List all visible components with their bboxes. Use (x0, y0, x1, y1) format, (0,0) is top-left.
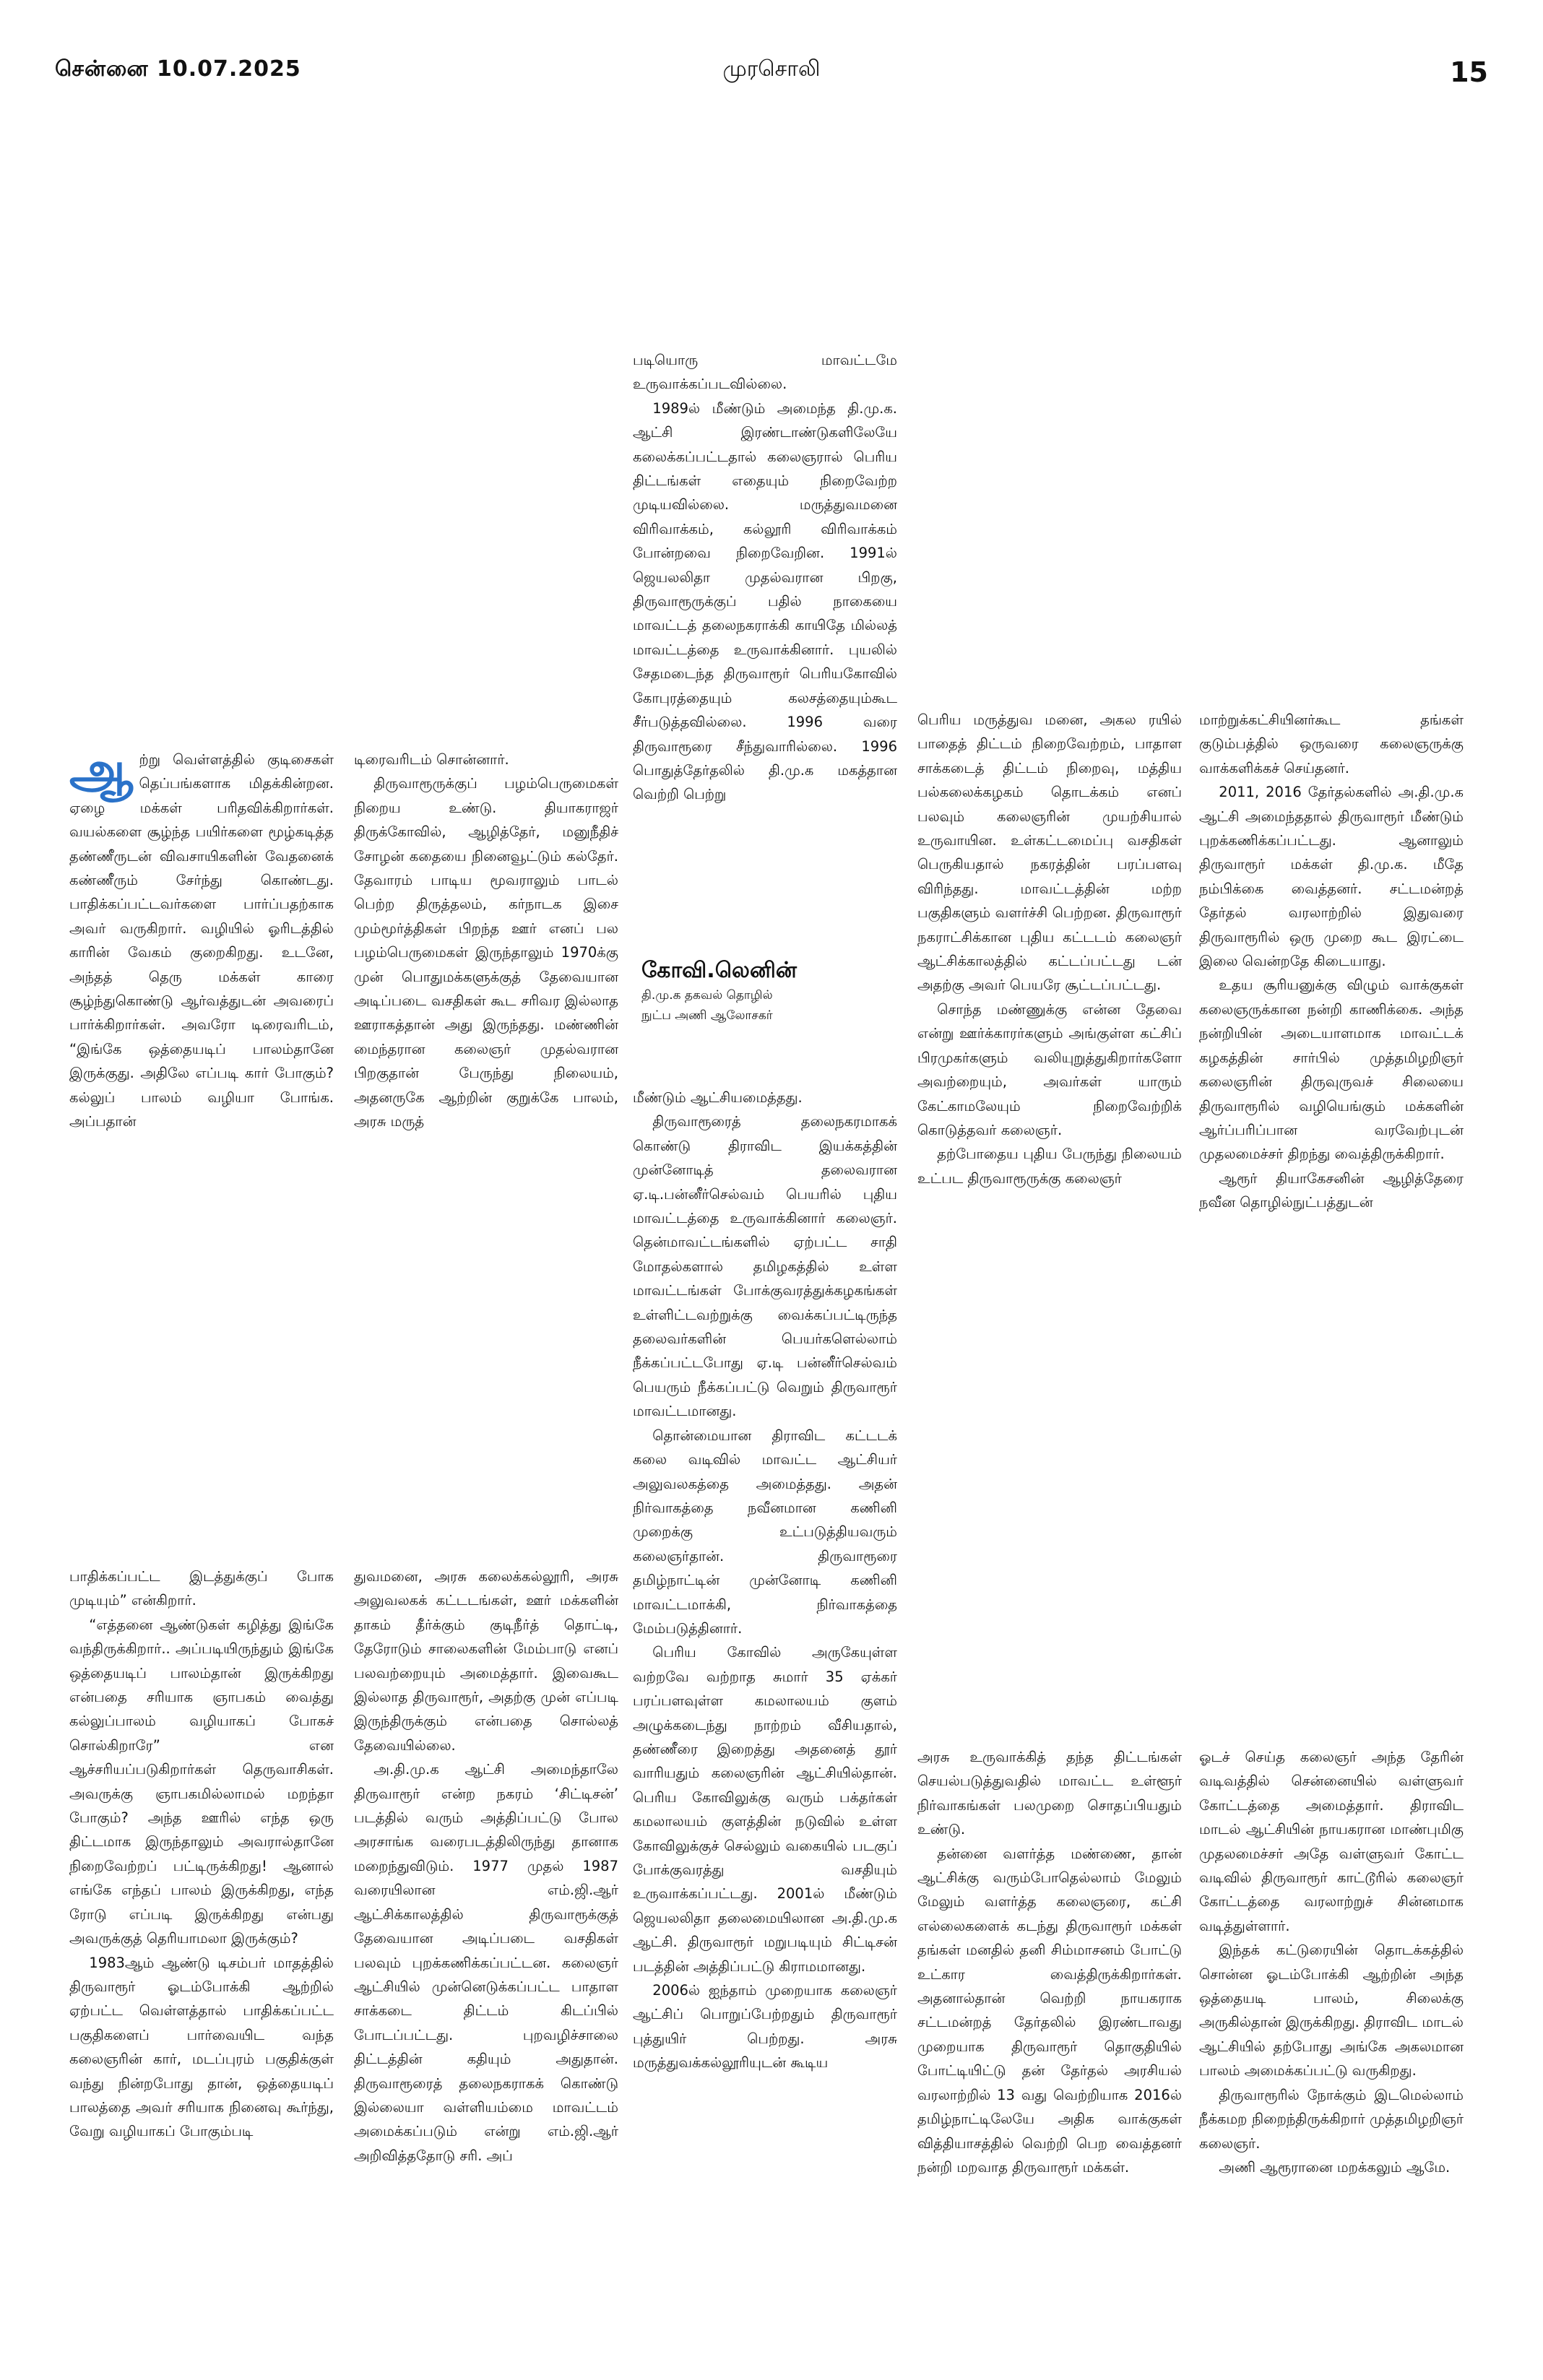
paragraph: தன்னை வளர்த்த மண்ணை, தான் ஆட்சிக்கு வரும்போதெல்லாம் மேலும் மேலும் வளர்த்த கலைஞரை, கட்சி எல்லைகளைக் கடந்து திருவாரூர் மக்கள் தங்கள் மனதில் தனி சிம்மாசனம் போட்டு உட்கார வைத்திருக்கிறார்கள். அதனால்தான் வெற்றி நாயகராக சட்டமன்றத் தேர்தலில் இரண்டாவது முறையாக திருவாரூர் தொகுதியில் போட்டியிட்டு தன் தேர்தல் அரசியல் வரலாற்றில் 13 வது வெற்றியாக 2016ல் தமிழ்நாட்டிலேயே அதிக வாக்குகள் வித்தியாசத்தில் வெற்றி பெற வைத்தனர் நன்றி மறவாத திருவாரூர் மக்கள். (917, 1845, 1182, 2176)
paragraph: இந்தக் கட்டுரையின் தொடக்கத்தில் சொன்ன ஓடம்போக்கி ஆற்றின் அந்த ஒத்தையடி பாலம், சிலைக்கு அருகில்தான் இருக்கிறது. திராவிட மாடல் ஆட்சியில் தற்போது அங்கே அகலமான பாலம் அமைக்கப்பட்டு வருகிறது. (1199, 1942, 1464, 2080)
place-date: சென்னை 10.07.2025 (55, 56, 301, 82)
paragraph: பெரிய கோவில் அருகேயுள்ள வற்றவே வற்றாத சுமார் 35 ஏக்கர் பரப்பளவுள்ள கமலாலயம் குளம் அழுக்கடைந்து நாற்றம் வீசியதால், தண்ணீரை இறைத்து அதனைத் தூர் வாரியதும் கலைஞரின் ஆட்சியில்தான். பெரிய கோவிலுக்கு வரும் பக்தர்கள் கமலாலயம் குளத்தின் நடுவில் உள்ள கோவிலுக்குச் செல்லும் வகையில் படகுப் போக்குவரத்து வசதியும் உருவாக்கப்பட்டது. 2001ல் மீண்டும் ஜெயலலிதா தலைமையிலான அ.தி.மு.க ஆட்சி. திருவாரூர் மறுபடியும் சிட்டிசன் படத்தின் அத்திப்பட்டு கிராமமானது. (633, 1644, 897, 1975)
paragraph: மாற்றுக்கட்சியினர்கூட தங்கள் குடும்பத்தில் ஒருவரை கலைஞருக்கு வாக்களிக்கச் செய்தனர். (1199, 711, 1464, 776)
paragraph: அரசு உருவாக்கித் தந்த திட்டங்கள் செயல்படுத்துவதில் மாவட்ட உள்ளூர் நிர்வாகங்கள் பலமுறை சொதப்பியதும் உண்டு. (917, 1749, 1182, 1838)
drop-cap: ஆ (69, 740, 134, 800)
page-number: 15 (1450, 56, 1488, 88)
paragraph: திருவாரூரில் நோக்கும் இடமெல்லாம் நீக்கமற நிறைந்திருக்கிறார் முத்தமிழறிஞர் கலைஞர். (1199, 2086, 1464, 2152)
paragraph: தற்போதைய புதிய பேருந்து நிலையம் உட்பட திருவாரூருக்கு கலைஞர் (917, 1146, 1182, 1187)
paragraph: 2006ல் ஐந்தாம் முறையாக கலைஞர் ஆட்சிப் பொறுப்பேற்றதும் திருவாரூர் புத்துயிர் பெற்றது. அரசு மருத்துவக்கல்லூரியுடன் கூடிய (633, 1982, 897, 2072)
paragraph: ற்று வெள்ளத்தில் குடிசைகள் தெப்பங்களாக மிதக்கின்றன. ஏழை மக்கள் பரிதவிக்கிறார்கள். வயல்களை சூழ்ந்த பயிர்களை மூழ்கடித்த தண்ணீருடன் விவசாயிகளின் வேதனைக் கண்ணீரும் சேர்ந்து கொண்டது. பாதிக்கப்பட்டவர்களை பார்ப்பதற்காக அவர் வருகிறார். வழியில் ஓரிடத்தில் காரின் வேகம் குறைகிறது. உடனே, அந்தத் தெரு மக்கள் காரை சூழ்ந்துகொண்டு ஆர்வத்துடன் அவரைப் பார்க்கிறார்கள். அவரோ டிரைவரிடம், “இங்கே ஒத்தையடிப் பாலம்தானே இருக்குது. அதிலே எப்படி கார் போகும்? கல்லுப் பாலம் வழியா போங்க. அப்பதான் (69, 751, 334, 1130)
paragraph: 1989ல் மீண்டும் அமைந்த தி.மு.க. ஆட்சி இரண்டாண்டுகளிலேயே கலைக்கப்பட்டதால் கலைஞரால் பெரிய திட்டங்கள் எதையும் நிறைவேற்ற முடியவில்லை. மருத்துவமனை விரிவாக்கம், கல்லூரி விரிவாக்கம் போன்றவை நிறைவேறின. 1991ல் ஜெயலலிதா முதல்வரான பிறகு, திருவாரூருக்குப் பதில் நாகையை மாவட்டத் தலைநகராக்கி காயிதே மில்லத் மாவட்டத்தை உருவாக்கினார். புயலில் சேதமடைந்த திருவாரூர் பெரியகோவில் கோபுரத்தையும் கலசத்தையும்கூட சீர்படுத்தவில்லை. 1996 வரை திருவாரூரை சீந்துவாரில்லை. 1996 பொதுத்தேர்தலில் தி.மு.க மகத்தான வெற்றி பெற்று (633, 399, 897, 803)
paragraph: அ.தி.மு.க ஆட்சி அமைந்தாலே திருவாரூர் என்ற நகரம் ‘சிட்டிசன்’ படத்தில் வரும் அத்திப்பட்டு போல அரசாங்க வரைபடத்திலிருந்து தானாக மறைந்துவிடும். 1977 முதல் 1987 வரையிலான எம்.ஜி.ஆர் ஆட்சிக்காலத்தில் திருவாரூக்குத் தேவையான அடிப்படை வசதிகள் பலவும் புறக்கணிக்கப்பட்டன. கலைஞர் ஆட்சியில் முன்னெடுக்கப்பட்ட பாதாள சாக்கடை திட்டம் கிடப்பில் போடப்பட்டது. புறவழிச்சாலை திட்டத்தின் கதியும் அதுதான். திருவாரூரைத் தலைநகராகக் கொண்டு இல்லையா வள்ளியம்மை மாவட்டம் அமைக்கப்படும் என்று எம்.ஜி.ஆர் அறிவித்ததோடு சரி. அப் (354, 1761, 618, 2164)
column-4-bottom (917, 1745, 1182, 2179)
paragraph: “எத்தனை ஆண்டுகள் கழித்து இங்கே வந்திருக்கிறார்.. அப்படியிருந்தும் இங்கே ஒத்தையடிப் பாலம்தான் இருக்கிறது என்பதை சரியாக ஞாபகம் வைத்து கல்லுப்பாலம் வழியாகப் போகச் சொல்கிறாரே” என ஆச்சரியப்படுகிறார்கள் தெருவாசிகள். அவருக்கு ஞாபகமில்லாமல் மறந்தா போகும்? அந்த ஊரில் எந்த ஒரு திட்டமாக இருந்தாலும் அவரால்தானே நிறைவேற்றப் பட்டிருக்கிறது! ஆனால் எங்கே எந்தப் பாலம் இருக்கிறது, எந்த ரோடு எப்படி இருக்கிறது என்பது அவருக்குத் தெரியாமலா இருக்கும்? (69, 1616, 334, 1947)
paragraph: 1983ஆம் ஆண்டு டிசம்பர் மாதத்தில் திருவாரூர் ஓடம்போக்கி ஆற்றில் ஏற்பட்ட வெள்ளத்தால் பாதிக்கப்பட்ட பகுதிகளைப் பார்வையிட வந்த கலைஞரின் கார், மடப்புரம் பகுதிக்குள் வந்து நின்றபோது தான், ஒத்தையடிப் பாலத்தை அவர் சரியாக நினைவு கூர்ந்து, வேறு வழியாகப் போகும்படி (69, 1954, 334, 2140)
column-5-bottom (1199, 1745, 1464, 2179)
paragraph: திருவாரூருக்குப் பழம்பெருமைகள் நிறைய உண்டு. தியாகராஜர் திருக்கோவில், ஆழித்தேர், மனுநீதிச் சோழன் கதையை நினைவூட்டும் கல்தேர். தேவாரம் பாடிய மூவராலும் பாடல் பெற்ற திருத்தலம், கர்நாடக இசை மும்மூர்த்திகள் பிறந்த ஊர் எனப் பல பழம்பெருமைகள் இருந்தாலும் 1970க்கு முன் பொதுமக்களுக்குத் தேவையான அடிப்படை வசதிகள் கூட சரிவர இல்லாத ஊராகத்தான் அது இருந்தது. மண்ணின் மைந்தரான கலைஞர் முதல்வரான பிறகுதான் பேருந்து நிலையம், அதனருகே ஆற்றின் குறுக்கே பாலம், அரசு மருத் (354, 775, 618, 1130)
newspaper-name: முரசொலி (722, 56, 821, 82)
paragraph: திருவாரூரைத் தலைநகரமாகக் கொண்டு திராவிட இயக்கத்தின் முன்னோடித் தலைவரான ஏ.டி.பன்னீர்செல்வம் பெயரில் புதிய மாவட்டத்தை உருவாக்கினார் கலைஞர். தென்மாவட்டங்களில் ஏற்பட்ட சாதி மோதல்களால் தமிழகத்தில் உள்ள மாவட்டங்கள் போக்குவரத்துக்கழகங்கள் உள்ளிட்டவற்றுக்கு வைக்கப்பட்டிருந்த தலைவர்களின் பெயர்களெல்லாம் நீக்கப்பட்டபோது ஏ.டி பன்னீர்செல்வம் பெயரும் நீக்கப்பட்டு வெறும் திருவாரூர் மாவட்டமானது. (633, 1113, 897, 1420)
paragraph: பெரிய மருத்துவ மனை, அகல ரயில் பாதைத் திட்டம் நிறைவேற்றம், பாதாள சாக்கடைத் திட்டம் நிறைவு, மத்திய பல்கலைக்கழகம் தொடக்கம் எனப் பலவும் கலைஞரின் முயற்சியால் உருவாயின. உள்கட்டமைப்பு வசதிகள் பெருகியதால் நகரத்தின் பரப்பளவு விரிந்தது. மாவட்டத்தின் மற்ற பகுதிகளும் வளர்ச்சி பெற்றன. திருவாரூர் நகராட்சிக்கான புதிய கட்டடம் கலைஞர் ஆட்சிக்காலத்தில் கட்டப்பட்டது டன் அதற்கு அவர் பெயரே சூட்டப்பட்டது. (917, 711, 1182, 994)
column-1-top (69, 740, 334, 1134)
paragraph: ஆரூர் தியாகேசனின் ஆழித்தேரை நவீன தொழில்நுட்பத்துடன் (1199, 1169, 1464, 1211)
paragraph: ஓடச் செய்த கலைஞர் அந்த தேரின் வடிவத்தில் சென்னையில் வள்ளுவர் கோட்டத்தை அமைத்தார். திராவிட மாடல் ஆட்சியின் நாயகரான மாண்புமிகு முதலமைச்சர் அதே வள்ளுவர் கோட்ட வடிவில் திருவாரூர் காட்டூரில் கலைஞர் கோட்டத்தை வரலாற்றுச் சின்னமாக வடித்துள்ளார். (1199, 1749, 1464, 1934)
paragraph: உதய சூரியனுக்கு விழும் வாக்குகள் கலைஞருக்கான நன்றி காணிக்கை. அந்த நன்றியின் அடையாளமாக மாவட்டக் கழகத்தின் சார்பில் முத்தமிழறிஞர் கலைஞரின் திருவுருவச் சிலையை திருவாரூரில் வழியெங்கும் மக்களின் ஆர்ப்பரிப்பான வரவேற்புடன் முதலமைச்சர் திறந்து வைத்திருக்கிறார். (1199, 977, 1464, 1163)
paragraph: துவமனை, அரசு கலைக்கல்லூரி, அரசு அலுவலகக் கட்டடங்கள், ஊர் மக்களின் தாகம் தீர்க்கும் குடிநீர்த் தொட்டி, தேரோடும் சாலைகளின் மேம்பாடு எனப் பலவற்றையும் அமைத்தார். இவைகூட இல்லாத திருவாரூர், அதற்கு முன் எப்படி இருந்திருக்கும் என்பதை சொல்லத் தேவையில்லை. (354, 1568, 618, 1754)
article-opening (69, 740, 334, 1134)
column-3-top (633, 348, 897, 807)
paragraph: 2011, 2016 தேர்தல்களில் அ.தி.மு.க ஆட்சி அமைந்ததால் திருவாரூர் மீண்டும் புறக்கணிக்கப்பட்டது. ஆனாலும் திருவாரூர் மக்கள் தி.மு.க. மீதே நம்பிக்கை வைத்தனர். சட்டமன்றத் தேர்தல் வரலாற்றில் இதுவரை திருவாரூரில் ஒரு முறை கூட இரட்டை இலை வென்றதே கிடையாது. (1199, 784, 1464, 970)
paragraph: பாதிக்கப்பட்ட இடத்துக்குப் போக முடியும்” என்கிறார். (69, 1568, 334, 1609)
column-5-top (1199, 708, 1464, 1215)
paragraph: படியொரு மாவட்டமே உருவாக்கப்படவில்லை. (633, 352, 897, 393)
paragraph: தொன்மையான திராவிட கட்டடக் கலை வடிவில் மாவட்ட ஆட்சியர் அலுவலகத்தை அமைத்தது. அதன் நிர்வாகத்தை நவீனமான கணினி முறைக்கு உட்படுத்தியவரும் கலைஞர்தான். திருவாரூரை தமிழ்நாட்டின் முன்னோடி கணினி மாவட்டமாக்கி, நிர்வாகத்தை மேம்படுத்தினார். (633, 1427, 897, 1637)
paragraph: மீண்டும் ஆட்சியமைத்தது. (633, 1089, 803, 1106)
author-role: நுட்ப அணி ஆலோசகர் (641, 1008, 773, 1023)
column-4-top (917, 708, 1182, 1190)
paragraph: டிரைவரிடம் சொன்னார். (354, 751, 509, 768)
column-2-top (354, 748, 618, 1134)
paragraph: சொந்த மண்ணுக்கு என்ன தேவை என்று ஊர்க்காரர்களும் அங்குள்ள கட்சிப் பிரமுகர்களும் வலியுறுத்துகிறார்களோ அவற்றையும், அவர்கள் யாரும் கேட்காமலேயும் நிறைவேற்றிக் கொடுத்தவர் கலைஞர். (917, 1000, 1182, 1138)
column-2-bottom (354, 1565, 618, 2168)
column-1-bottom (69, 1565, 334, 2144)
author-name: கோவி.லெனின் (641, 958, 797, 983)
author-byline (641, 956, 902, 1026)
paragraph: அணி ஆரூரானை மறக்கலும் ஆமே. (1219, 2158, 1451, 2176)
column-3-bottom (633, 1086, 897, 2075)
author-role: தி.மு.க தகவல் தொழில் (641, 988, 773, 1003)
